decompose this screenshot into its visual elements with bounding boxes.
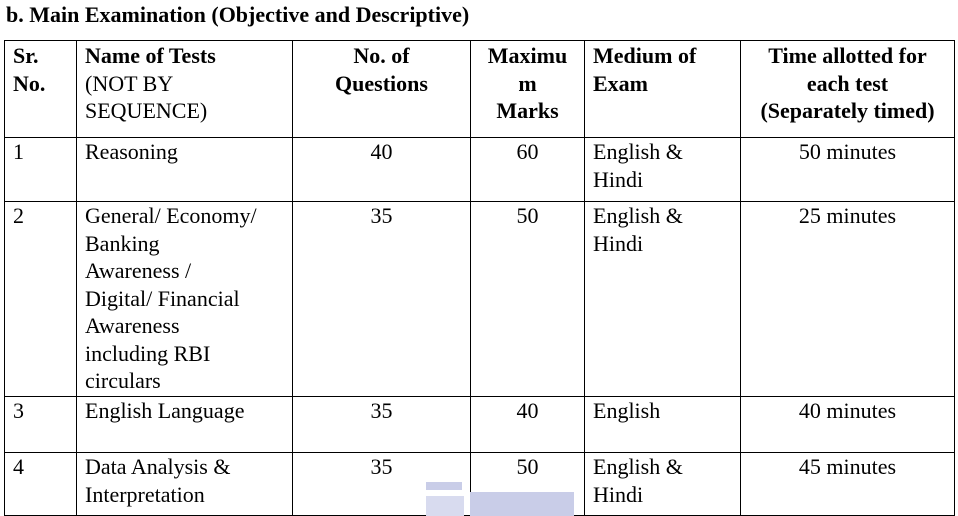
cell-text: English	[593, 398, 661, 423]
cell-text: Reasoning	[85, 139, 178, 164]
cell-text: Interpretation	[85, 481, 205, 507]
header-text: Sr.	[13, 43, 39, 68]
cell-text: Digital/ Financial	[85, 285, 240, 311]
header-maximum-marks	[471, 41, 585, 138]
header-name-of-tests	[77, 41, 293, 138]
cell-text: Hindi	[593, 230, 644, 256]
cell-text: including RBI	[85, 340, 211, 366]
header-sr-no	[5, 41, 77, 138]
header-text: Questions	[335, 70, 428, 96]
cell-questions: 40	[293, 138, 471, 202]
header-text: each test	[806, 70, 889, 96]
header-text: m	[518, 70, 537, 96]
cell-sr-no: 2	[5, 202, 77, 397]
cell-medium	[585, 202, 741, 397]
cell-text: English &	[593, 454, 683, 479]
cell-marks: 60	[471, 138, 585, 202]
header-text: (Separately timed)	[760, 98, 935, 123]
header-note: SEQUENCE)	[85, 98, 208, 123]
header-text: Name of Tests	[85, 43, 216, 68]
cell-text: Hindi	[593, 481, 644, 507]
cell-medium	[585, 453, 741, 516]
cell-text: General/ Economy/	[85, 203, 257, 228]
header-text: Medium of	[593, 43, 697, 68]
cell-sr-no: 1	[5, 138, 77, 202]
cell-questions: 35	[293, 397, 471, 453]
cell-text: English &	[593, 139, 683, 164]
header-text: Maximu	[487, 43, 568, 68]
main-exam-table	[4, 40, 955, 516]
cell-medium	[585, 397, 741, 453]
table-row	[5, 453, 955, 516]
header-text: No. of	[353, 43, 410, 68]
cell-text: English Language	[85, 398, 245, 423]
cell-test-name	[77, 202, 293, 397]
cell-marks: 50	[471, 202, 585, 397]
cell-text: circulars	[85, 368, 161, 393]
cell-test-name	[77, 397, 293, 453]
table-row	[5, 397, 955, 453]
header-text: Time allotted for	[768, 43, 927, 68]
cell-text: Data Analysis &	[85, 454, 231, 479]
cell-marks: 50	[471, 453, 585, 516]
cell-text: Awareness	[85, 313, 180, 338]
cell-text: Banking	[85, 230, 160, 256]
cell-test-name	[77, 138, 293, 202]
cell-time: 40 minutes	[741, 397, 955, 453]
cell-test-name	[77, 453, 293, 516]
cell-time: 45 minutes	[741, 453, 955, 516]
table-header-row	[5, 41, 955, 138]
table-row	[5, 202, 955, 397]
cell-sr-no: 3	[5, 397, 77, 453]
cell-sr-no: 4	[5, 453, 77, 516]
cell-questions: 35	[293, 453, 471, 516]
header-text: Marks	[496, 98, 559, 123]
cell-marks: 40	[471, 397, 585, 453]
header-time-allotted	[741, 41, 955, 138]
header-medium-of-exam	[585, 41, 741, 138]
cell-time: 50 minutes	[741, 138, 955, 202]
header-text: No.	[13, 70, 46, 96]
cell-text: Awareness /	[85, 258, 192, 283]
table-row	[5, 138, 955, 202]
cell-text: Hindi	[593, 166, 644, 192]
section-heading: b. Main Examination (Objective and Descriptive)	[6, 2, 470, 27]
cell-questions: 35	[293, 202, 471, 397]
header-text: Exam	[593, 70, 648, 96]
cell-text: English &	[593, 203, 683, 228]
cell-medium	[585, 138, 741, 202]
cell-time: 25 minutes	[741, 202, 955, 397]
header-note: (NOT BY	[85, 70, 174, 96]
header-no-of-questions	[293, 41, 471, 138]
